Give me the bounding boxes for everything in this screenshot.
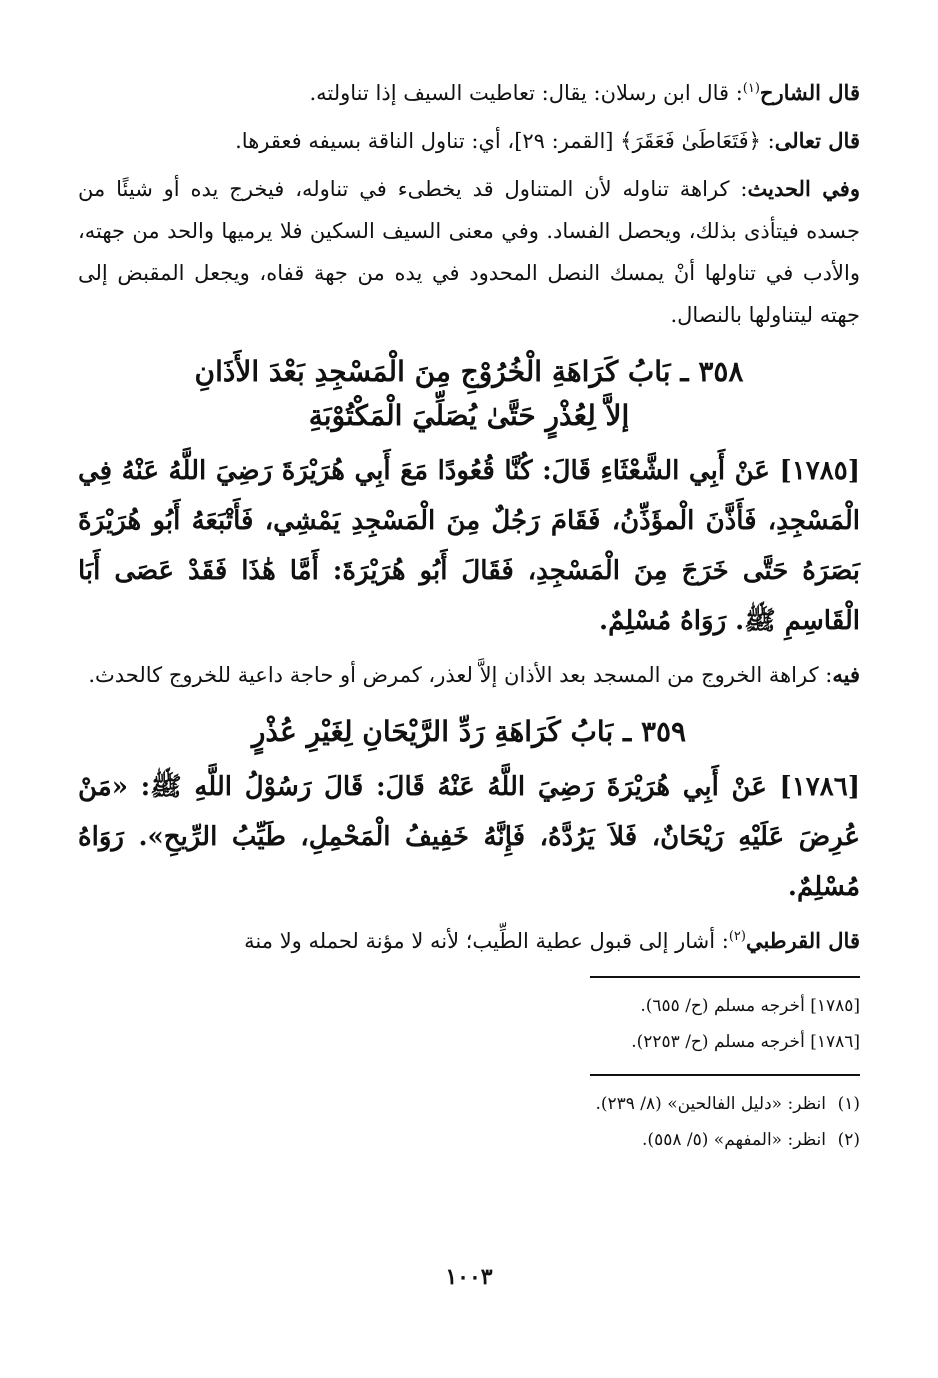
fiqh-lead: فيه [832, 662, 860, 687]
fiqh-note [78, 654, 860, 696]
takhrij-note: [١٧٨٥] أخرجه مسلم (ح/ ٦٥٥). [640, 996, 860, 1016]
hadith-text: [١٧٨٦] عَنْ أَبِي هُرَيْرَةَ رَضِيَ اللَّهُ عَنْهُ قَالَ: قَالَ رَسُوْلُ اللَّهِ ﷺ: «مَنْ عُرِضَ عَلَيْهِ رَيْحَانٌ، فَلاَ يَرُدَّهُ، فَإِنَّهُ خَفِيفُ الْمَحْمِلِ، طَيِّبُ الرِّيحِ». رَوَاهُ مُسْلِمٌ. [78, 772, 860, 902]
commentary-paragraph [78, 120, 860, 162]
chapter-heading-line: إلاَّ لِعُذْرٍ حَتَّىٰ يُصَلِّيَ الْمَكْتُوْبَةِ [308, 399, 630, 432]
paragraph-text: : قال ابن رسلان: يقال: تعاطيت السيف إذا تناولته. [309, 81, 743, 105]
footnote-text: انظر: «دليل الفالحين» (٨/ ٢٣٩). [595, 1094, 826, 1114]
commentary-paragraph [78, 72, 860, 114]
footnote-number: (٢) [837, 1130, 860, 1150]
commentary-paragraph [78, 168, 860, 336]
fiqh-text: : كراهة الخروج من المسجد بعد الأذان إلاَّ لعذر، كمرض أو حاجة داعية للخروج كالحدث. [88, 663, 833, 687]
chapter-heading-359: ٣٥٩ ـ بَابُ كَرَاهَةِ رَدِّ الرَّيْحَانِ لِغَيْرِ عُذْرٍ [251, 715, 687, 748]
footnote-divider [590, 1074, 860, 1076]
commentary-paragraph [78, 920, 860, 962]
chapter-heading-358 [78, 350, 860, 438]
chapter-heading-line: ٣٥٨ ـ بَابُ كَرَاهَةِ الْخُرُوْجِ مِنَ الْمَسْجِدِ بَعْدَ الأَذَانِ [194, 355, 744, 388]
paragraph-text: : أشار إلى قبول عطية الطِّيب؛ لأنه لا مؤنة لحمله ولا منة [244, 929, 729, 953]
footnote-number: (١) [837, 1094, 860, 1114]
paragraph-lead: قال تعالى [774, 128, 860, 153]
paragraph-lead: وفي الحديث [747, 176, 860, 201]
paragraph-text: : ﴿فَتَعَاطَىٰ فَعَقَرَ﴾ [القمر: ٢٩]، أي: تناول الناقة بسيفه فعقرها. [235, 129, 775, 153]
takhrij-divider [590, 976, 860, 978]
paragraph-lead: قال القرطبي [745, 928, 860, 953]
paragraph-lead: قال الشارح [759, 80, 860, 105]
page-number: ١٠٠٣ [445, 1264, 493, 1290]
footnote [78, 1122, 860, 1158]
footnote-ref[interactable]: (٢) [728, 929, 746, 944]
footnote-ref[interactable]: (١) [742, 81, 760, 96]
hadith-text: [١٧٨٥] عَنْ أَبِي الشَّعْثَاءِ قَالَ: كُنَّا قُعُودًا مَعَ أَبِي هُرَيْرَةَ رَضِيَ اللَّهُ عَنْهُ فِي الْمَسْجِدِ، فَأَذَّنَ الْمؤَذِّنُ، فَقَامَ رَجُلٌ مِنَ الْمَسْجِدِ يَمْشِي، فَأَتْبَعَهُ أَبُو هُرَيْرَةَ بَصَرَهُ حَتَّى خَرَجَ مِنَ الْمَسْجِدِ، فَقَالَ أَبُو هُرَيْرَةَ: أَمَّا هَٰذَا فَقَدْ عَصَى أَبَا الْقَاسِمِ ﷺ. رَوَاهُ مُسْلِمٌ. [78, 456, 860, 636]
paragraph-text: : كراهة تناوله لأن المتناول قد يخطىء في تناوله، فيخرج يده أو شيئًا من جسده فيتأذى بذلك، ويحصل الفساد. وفي معنى السيف السكين فلا يرميها والحد من جهته، والأدب في تناولها أنْ يمسك النصل المحدود في يده من جهة قفاه، ويجعل المقبض إلى جهته ليتناولها بالنصال. [78, 177, 860, 327]
takhrij-note: [١٧٨٦] أخرجه مسلم (ح/ ٢٢٥٣). [631, 1032, 860, 1052]
footnote [78, 1086, 860, 1122]
footnote-text: انظر: «المفهم» (٥/ ٥٥٨). [642, 1130, 826, 1150]
